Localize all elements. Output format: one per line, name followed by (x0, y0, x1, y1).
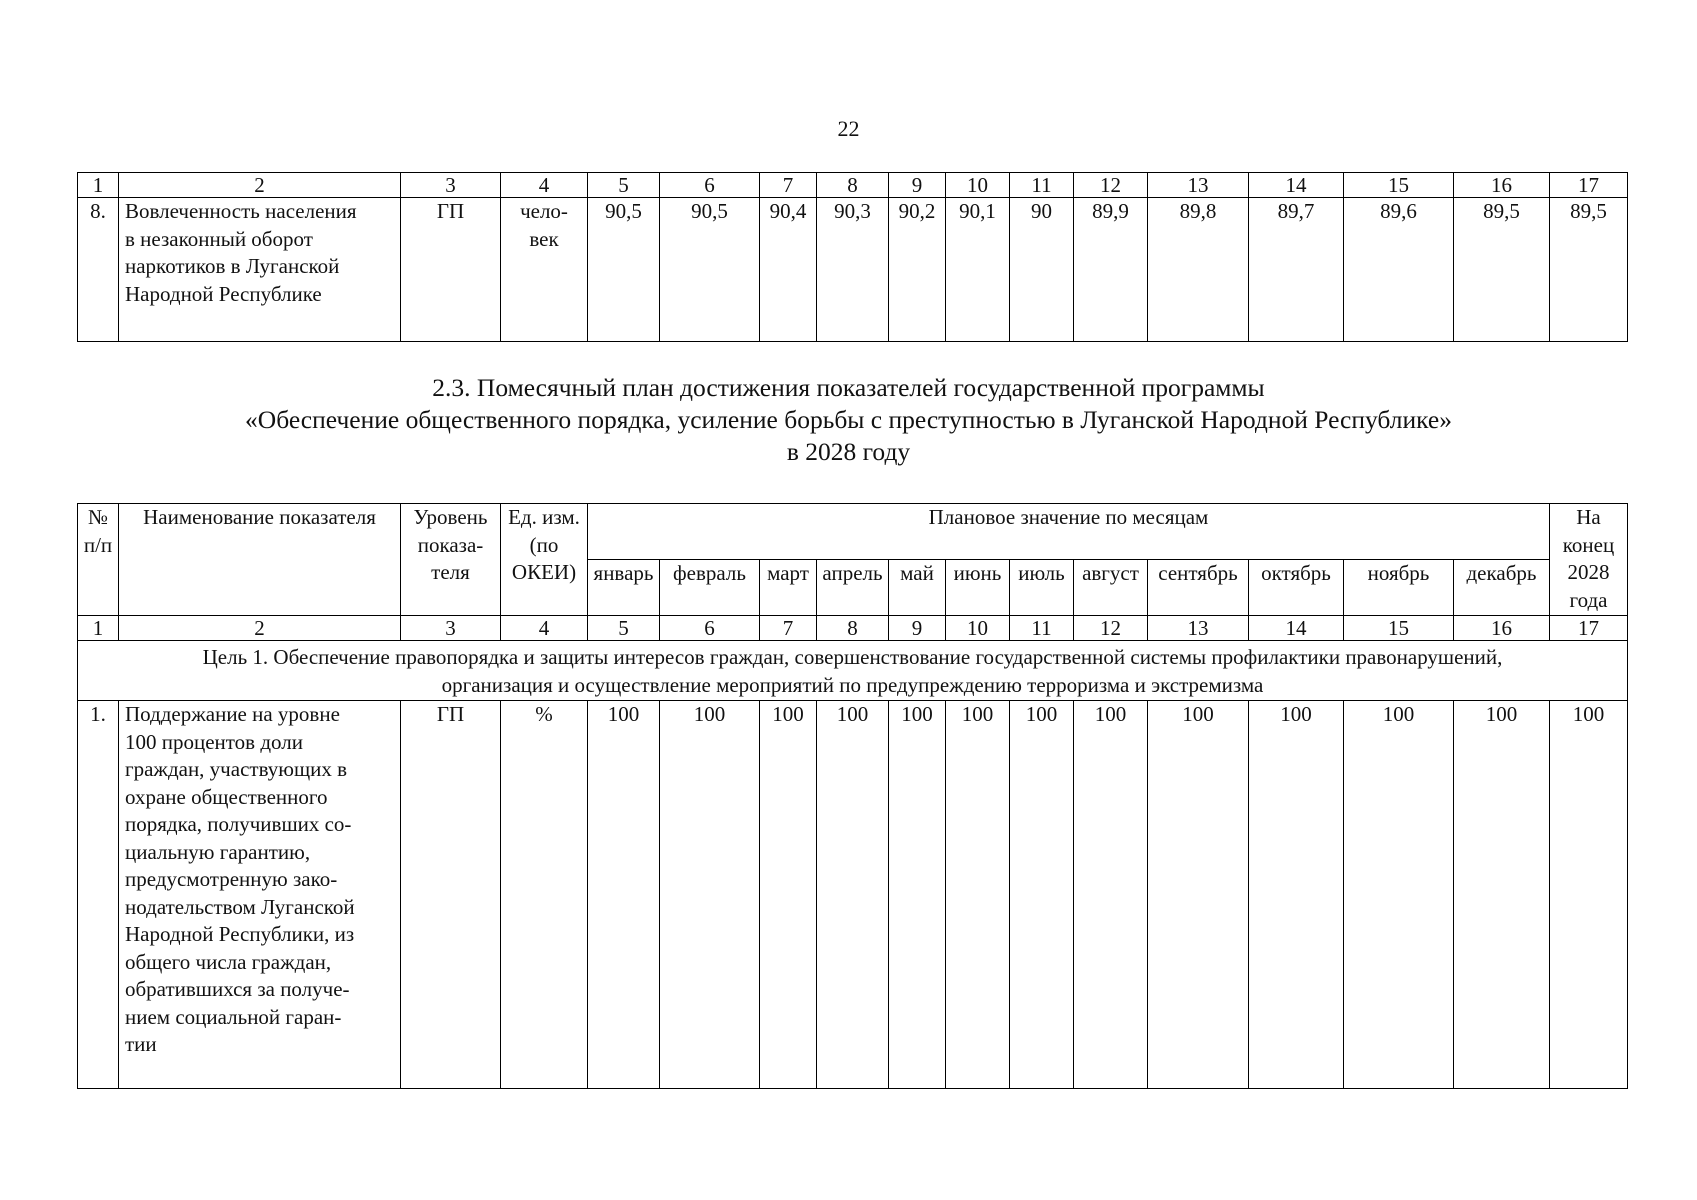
value-cell: 90,5 (660, 198, 760, 342)
col-num: 5 (588, 173, 660, 198)
value-cell: 90,5 (588, 198, 660, 342)
value-cell: 100 (660, 701, 760, 1089)
col-num: 12 (1074, 173, 1148, 198)
goal-text (78, 641, 1628, 701)
value-cell: 89,8 (1148, 198, 1249, 342)
value-cell: 100 (1344, 701, 1454, 1089)
value-cell: 89,7 (1249, 198, 1344, 342)
goal-line-2: организация и осуществление мероприятий по предупреждению терроризма и экстремизма (441, 673, 1264, 697)
col-num: 6 (660, 173, 760, 198)
col-num: 9 (889, 616, 946, 641)
page-number (0, 116, 1697, 142)
title-line-3: в 2028 году (786, 437, 911, 466)
goal-row (78, 641, 1628, 701)
unit-line: чело- (520, 199, 568, 223)
col-num: 4 (501, 616, 588, 641)
header-year-end (1550, 504, 1628, 616)
value-cell: 100 (760, 701, 817, 1089)
name-line: тии (125, 1032, 157, 1056)
value-cell: 90,4 (760, 198, 817, 342)
value-cell: 100 (1148, 701, 1249, 1089)
header-level (401, 504, 501, 616)
section-title (0, 372, 1697, 468)
header-line: ОКЕИ) (511, 560, 577, 584)
col-num: 11 (1010, 173, 1074, 198)
header-line: Уровень (413, 505, 488, 529)
col-num: 7 (760, 173, 817, 198)
month-header: январь (588, 560, 660, 616)
name-line: обратившихся за получе- (125, 977, 350, 1001)
header-unit (501, 504, 588, 616)
col-num: 10 (946, 616, 1010, 641)
col-num: 15 (1344, 616, 1454, 641)
month-header: ноябрь (1344, 560, 1454, 616)
col-num: 14 (1249, 616, 1344, 641)
header-line: На (1576, 505, 1601, 529)
name-line: Народной Республики, из (125, 922, 355, 946)
month-header: март (760, 560, 817, 616)
month-header: июль (1010, 560, 1074, 616)
col-num: 10 (946, 173, 1010, 198)
col-num: 15 (1344, 173, 1454, 198)
page-number-text: 22 (837, 116, 860, 141)
name-line: охране общественного (125, 784, 328, 809)
col-num: 2 (119, 173, 401, 198)
header-line: Ед. изм. (508, 505, 580, 529)
value-cell: 100 (1550, 701, 1628, 1089)
value-cell: 100 (889, 701, 946, 1089)
month-header: май (889, 560, 946, 616)
table-row (78, 701, 1628, 1089)
col-num: 7 (760, 616, 817, 641)
unit-line: век (529, 226, 559, 251)
value-cell: 90 (1010, 198, 1074, 342)
header-name: Наименование показателя (119, 504, 401, 616)
header-row-1 (78, 504, 1628, 560)
col-num: 16 (1454, 173, 1550, 198)
col-num: 3 (401, 616, 501, 641)
title-line-2: «Обеспечение общественного порядка, усиление борьбы с преступностью в Луганской Народной Республике» (245, 405, 1452, 434)
col-num: 9 (889, 173, 946, 198)
value-cell: 90,1 (946, 198, 1010, 342)
indicator-name (119, 198, 401, 342)
name-line: общего числа граждан, (125, 949, 332, 974)
row-number: 1. (78, 701, 119, 1089)
header-line: № (87, 505, 109, 529)
name-line: Поддержание на уровне (125, 702, 340, 726)
col-num: 8 (817, 173, 889, 198)
month-header: август (1074, 560, 1148, 616)
header-planned: Плановое значение по месяцам (588, 504, 1550, 560)
month-header: октябрь (1249, 560, 1344, 616)
value-cell: 89,9 (1074, 198, 1148, 342)
value-cell: 89,6 (1344, 198, 1454, 342)
col-num: 16 (1454, 616, 1550, 641)
value-cell: 100 (588, 701, 660, 1089)
header-line: года (1569, 587, 1608, 612)
value-cell: 100 (1249, 701, 1344, 1089)
value-cell: 90,2 (889, 198, 946, 342)
header-line: конец (1562, 532, 1615, 557)
col-num: 17 (1550, 173, 1628, 198)
month-header: апрель (817, 560, 889, 616)
name-line: порядка, получивших со- (125, 812, 352, 836)
col-num: 8 (817, 616, 889, 641)
col-num: 11 (1010, 616, 1074, 641)
month-header: сентябрь (1148, 560, 1249, 616)
name-line: в незаконный оборот (125, 226, 313, 251)
indicator-level: ГП (401, 198, 501, 342)
goal-line-1: Цель 1. Обеспечение правопорядка и защиты интересов граждан, совершенствование государственной системы профилактики правонарушений, (202, 645, 1503, 669)
indicator-unit (501, 198, 588, 342)
header-line: п/п (83, 532, 113, 557)
name-line: циальную гарантию, (125, 839, 311, 864)
col-num: 2 (119, 616, 401, 641)
col-num: 6 (660, 616, 760, 641)
value-cell: 90,3 (817, 198, 889, 342)
col-num: 5 (588, 616, 660, 641)
month-header: февраль (660, 560, 760, 616)
value-cell: 89,5 (1550, 198, 1628, 342)
col-num: 17 (1550, 616, 1628, 641)
col-num: 1 (78, 616, 119, 641)
col-num: 12 (1074, 616, 1148, 641)
header-line: (по (529, 532, 559, 557)
header-line: 2028 (1567, 560, 1610, 584)
col-num: 3 (401, 173, 501, 198)
header-number (78, 504, 119, 616)
value-cell: 100 (817, 701, 889, 1089)
col-num: 4 (501, 173, 588, 198)
indicator-level: ГП (401, 701, 501, 1089)
col-num: 13 (1148, 616, 1249, 641)
value-cell: 100 (1010, 701, 1074, 1089)
name-line: граждан, участвующих в (125, 757, 348, 781)
title-line-1: 2.3. Помесячный план достижения показателей государственной программы (432, 373, 1265, 402)
month-header: июнь (946, 560, 1010, 616)
value-cell: 89,5 (1454, 198, 1550, 342)
value-cell: 100 (1454, 701, 1550, 1089)
name-line: 100 процентов доли (125, 729, 303, 754)
name-line: наркотиков в Луганской (125, 254, 340, 278)
value-cell: 100 (946, 701, 1010, 1089)
name-line: предусмотренную зако- (125, 867, 338, 891)
name-line: нодательством Луганской (125, 894, 355, 919)
column-number-row (78, 616, 1628, 641)
header-line: показа- (417, 532, 484, 557)
col-num: 13 (1148, 173, 1249, 198)
header-line: теля (431, 560, 470, 584)
indicator-name (119, 701, 401, 1089)
indicator-unit: % (501, 701, 588, 1089)
row-number: 8. (78, 198, 119, 342)
col-num: 1 (78, 173, 119, 198)
col-num: 14 (1249, 173, 1344, 198)
name-line: Народной Республике (125, 281, 322, 306)
column-number-row (78, 173, 1628, 198)
table-row (78, 198, 1628, 342)
continuation-table (77, 172, 1628, 342)
monthly-plan-table (77, 503, 1628, 1089)
value-cell: 100 (1074, 701, 1148, 1089)
month-header: декабрь (1454, 560, 1550, 616)
name-line: Вовлеченность населения (125, 199, 357, 223)
name-line: нием социальной гаран- (125, 1004, 342, 1029)
